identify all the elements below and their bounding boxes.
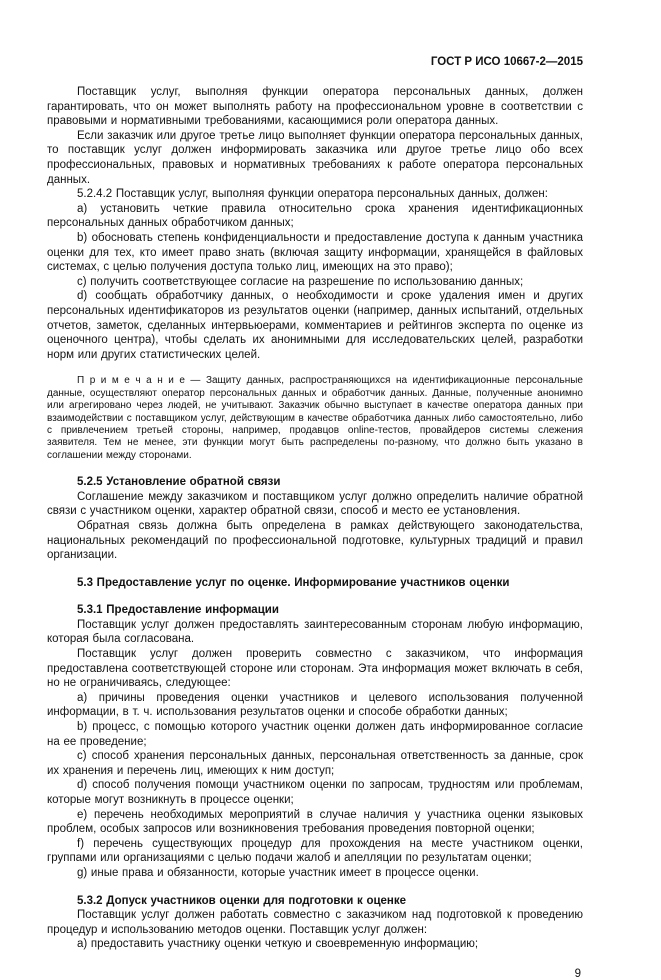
paragraph: f) перечень существующих процедур для прохождения на месте участником оценки, группами или организациями с целью подачи жалоб и апелляции по результатам оценки; xyxy=(47,837,583,865)
paragraph: g) иные права и обязанности, которые участник имеет в процессе оценки. xyxy=(77,866,479,879)
paragraph: Обратная связь должна быть определена в рамках действующего законодательства, национальных рекомендаций по профессиональной подготовке, культурных традиций и правил организации. xyxy=(47,519,583,562)
page-number: 9 xyxy=(574,967,581,980)
paragraph: e) перечень необходимых мероприятий в случае наличия у участника оценки языковых проблем, особых запросов или возникновения требования проведения повторной оценки; xyxy=(47,808,583,836)
paragraph: Если заказчик или другое третье лицо выполняет функции оператора персональных данных, то поставщик услуг должен информировать заказчика или другое третье лицо обо всех профессиональных, правовых и нормативных требованиях к работе оператора персональных данных. xyxy=(47,129,583,186)
paragraph: Соглашение между заказчиком и поставщиком услуг должно определить наличие обратной связи с участником оценки, характер обратной связи, способ и место ее установления. xyxy=(47,490,583,518)
section-heading: 5.2.5 Установление обратной связи xyxy=(77,476,281,489)
paragraph: Поставщик услуг должен проверить совместно с заказчиком, что информация предоставлена соответствующей стороне или сторонам. Эта информация может включать в себя, но не ограничиваясь, следующее: xyxy=(47,648,583,690)
paragraph: а) причины проведения оценки участников и целевого использования полученной информации, в т. ч. использования результатов оценки и способе обработки данных; xyxy=(47,691,583,719)
paragraph: а) предоставить участнику оценки четкую и своевременную информацию; xyxy=(77,938,479,951)
paragraph: Поставщик услуг, выполняя функции оператора персональных данных, должен гарантировать, что он может выполнять работу на профессиональном уровне в соответствии с правовыми и нормативными требованиями, касающимися роли оператора данных. xyxy=(47,86,583,128)
section-heading: 5.3 Предоставление услуг по оценке. Информирование участников оценки xyxy=(77,576,510,589)
paragraph: b) обосновать степень конфиденциальности и предоставление доступа к данным участника оценки для тех, кто имеет право знать (включая защиту информации, хранящейся в файловых системах, с целью получения доступа только лиц, имеющих на это право); xyxy=(47,231,583,274)
paragraph: d) способ получения помощи участником оценки по запросам, трудностям или проблемам, которые могут возникнуть в процессе оценки; xyxy=(47,779,583,806)
paragraph: b) процесс, с помощью которого участник оценки должен дать информированное согласие на ее проведение; xyxy=(47,721,583,748)
paragraph: c) способ хранения персональных данных, персональная ответственность за данные, срок их хранения и перечень лиц, имеющих к ним доступ; xyxy=(47,750,583,777)
document-content xyxy=(47,85,583,952)
paragraph: d) сообщать обработчику данных, о необходимости и сроке удаления имен и других персональных идентификаторов из результатов оценки (например, данных испытаний, отдельных отчетов, заметок, сделанных интервьюерами, комментариев и рейтингов эксперта по оценке из оценочного центра), чтобы сделать их анонимными для исследовательских целей, разработки норм или других статистических целей. xyxy=(47,290,583,361)
paragraph: c) получить соответствующее согласие на разрешение по использованию данных; xyxy=(77,275,524,288)
section-heading: 5.3.2 Допуск участников оценки для подготовки к оценке xyxy=(77,894,407,907)
paragraph: Поставщик услуг должен работать совместно с заказчиком над подготовкой к проведению процедур и использованию методов оценки. Поставщик услуг должен: xyxy=(47,909,583,936)
note-paragraph: П р и м е ч а н и е — Защиту данных, распространяющихся на идентификационные персональные данные, осуществляют оператор персональных данных и обработчик данных. Данные, полученные анонимно или агрегировано через людей, не учитывают. Заказчик обычно выступает в качестве оператора данных при взаимодействии с поставщиком услуг, действующим в качестве обработчика данных либо самостоятельно, либо с привлечением третьей стороны, например, продавцов online-тестов, провайдеров системы слежения заявителя. Тем не менее, эти функции могут быть распределены по-разному, что должно быть указано в соглашении между сторонами. xyxy=(47,375,583,461)
paragraph: Поставщик услуг должен предоставлять заинтересованным сторонам любую информацию, которая была согласована. xyxy=(47,618,583,646)
document-header-designation: ГОСТ Р ИСО 10667-2—2015 xyxy=(430,56,583,68)
paragraph: а) установить четкие правила относительно срока хранения идентификационных персональных данных обработчиком данных; xyxy=(47,202,583,230)
section-heading: 5.3.1 Предоставление информации xyxy=(77,604,279,617)
paragraph: 5.2.4.2 Поставщик услуг, выполняя функции оператора персональных данных, должен: xyxy=(77,188,548,201)
